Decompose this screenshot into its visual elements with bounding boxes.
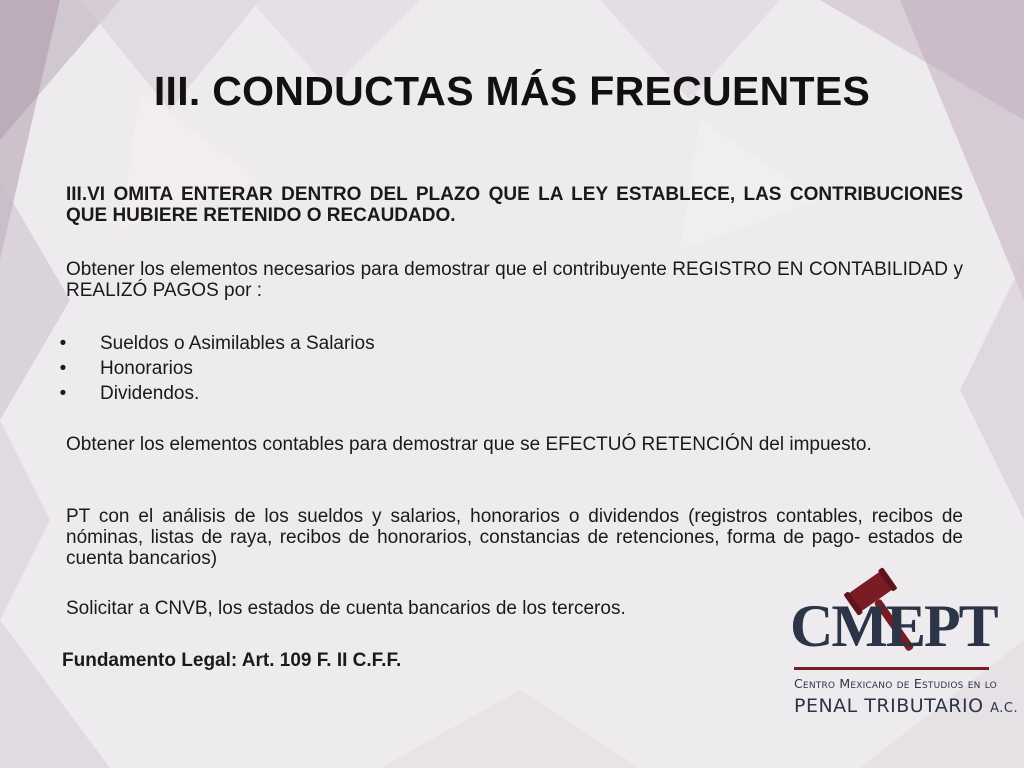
bullet-text: Dividendos. xyxy=(100,383,200,404)
logo-line-2-main: PENAL TRIBUTARIO xyxy=(794,695,984,717)
paragraph-analisis: PT con el análisis de los sueldos y salarios, honorarios o dividendos (registros contables, recibos de nóminas, listas de raya, recibos de honorarios, constancias de retenciones, forma de pago- estados de cuenta bancarios) xyxy=(66,506,963,569)
bullet-text: Honorarios xyxy=(100,358,193,379)
logo-line-2-suffix: A.C. xyxy=(990,701,1019,716)
paragraph-cnvb: Solicitar a CNVB, los estados de cuenta bancarios de los terceros. xyxy=(66,598,626,619)
bullet-list xyxy=(58,331,375,406)
logo-wordmark: CMEPT xyxy=(790,593,997,659)
bullet-marker: • xyxy=(59,383,67,404)
bullet-item xyxy=(58,331,375,356)
bullet-item xyxy=(58,356,375,381)
bullet-item xyxy=(58,381,375,406)
logo-divider xyxy=(794,667,989,670)
bullet-text: Sueldos o Asimilables a Salarios xyxy=(100,333,375,354)
paragraph-registro: Obtener los elementos necesarios para demostrar que el contribuyente REGISTRO EN CONTABILIDAD y REALIZÓ PAGOS por : xyxy=(66,259,963,301)
slide-title: III. CONDUCTAS MÁS FRECUENTES xyxy=(153,68,871,114)
paragraph-retencion: Obtener los elementos contables para demostrar que se EFECTUÓ RETENCIÓN del impuesto. xyxy=(66,434,872,455)
logo-line-1: Centro Mexicano de Estudios en lo xyxy=(794,676,997,691)
bullet-marker: • xyxy=(59,358,67,379)
cmept-logo xyxy=(786,562,1019,727)
section-subheading: III.VI OMITA ENTERAR DENTRO DEL PLAZO QUE LA LEY ESTABLECE, LAS CONTRIBUCIONES QUE HUBIERE RETENIDO O RECAUDADO. xyxy=(66,184,963,226)
bullet-marker: • xyxy=(59,333,67,354)
legal-basis: Fundamento Legal: Art. 109 F. II C.F.F. xyxy=(62,650,402,671)
logo-line-2 xyxy=(794,695,1019,717)
